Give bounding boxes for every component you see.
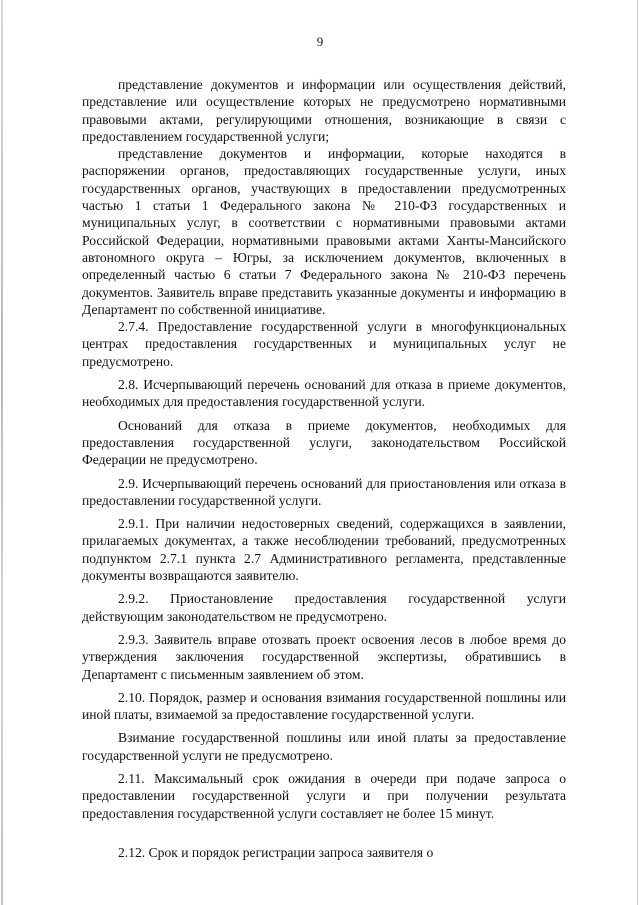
paragraph-13: 2.12. Срок и порядок регистрации запроса заявителя о <box>118 844 434 860</box>
paragraph-6: 2.9. Исчерпывающий перечень оснований для приостановления или отказа в предоставлении государственной услуги. <box>82 475 566 508</box>
paragraph-11: Взимание государственной пошлины или иной платы за предоставление государственной услуги не предусмотрено. <box>82 730 566 763</box>
paragraph-1: представление документов и информации или осуществления действий, представление или осуществление которых не предусмотрено нормативными правовыми актами, регулирующими отношения, возникающие в связи с предоставлением государственной услуги; <box>82 77 566 144</box>
paragraph-9: 2.9.3. Заявитель вправе отозвать проект освоения лесов в любое время до утверждения заключения государственной экспертизы, обратившись в Департамент с письменным заявлением об этом. <box>82 631 566 682</box>
scan-edge-left <box>1 0 3 905</box>
paragraph-12: 2.11. Максимальный срок ожидания в очереди при подаче запроса о предоставлении государственной услуги и при получении результата предоставления государственной услуги составляет не более 15 минут. <box>82 770 566 821</box>
paragraph-4: 2.8. Исчерпывающий перечень оснований для отказа в приеме документов, необходимых для предоставления государственной услуги. <box>82 377 566 410</box>
document-body <box>82 76 566 861</box>
paragraph-8: 2.9.2. Приостановление предоставления государственной услуги действующим законодательством не предусмотрено. <box>82 591 566 624</box>
paragraph-10: 2.10. Порядок, размер и основания взимания государственной пошлины или иной платы, взимаемой за предоставление государственной услуги. <box>82 689 566 723</box>
scan-edge-right <box>637 0 638 905</box>
page-number: 9 <box>316 34 324 49</box>
paragraph-3: 2.7.4. Предоставление государственной услуги в многофункциональных центрах предоставления государственных и муниципальных услуг не предусмотрено. <box>82 319 566 369</box>
paragraph-2: представление документов и информации, которые находятся в распоряжении органов, предоставляющих государственные услуги, иных государственных органов, участвующих в предоставлении предусмотренных частью 1 статьи 1 Федерального закона № 210-ФЗ государственных и муниципальных услуг, в соответствии с нормативными правовыми актами Российской Федерации, нормативными правовыми актами Ханты-Мансийского автономного округа – Югры, за исключением документов, включенных в определенный частью 6 статьи 7 Федерального закона № 210-ФЗ перечень документов. Заявитель вправе представить указанные документы и информацию в Департамент по собственной инициативе. <box>82 146 566 317</box>
paragraph-5: Оснований для отказа в приеме документов, необходимых для предоставления государственной услуги, законодательством Российской Федерации не предусмотрено. <box>82 417 566 468</box>
paragraph-7: 2.9.1. При наличии недостоверных сведений, содержащихся в заявлении, прилагаемых документах, а также несоблюдении требований, предусмотренных подпунктом 2.7.1 пункта 2.7 Административного регламента, представленные документы возвращаются заявителю. <box>82 516 566 584</box>
